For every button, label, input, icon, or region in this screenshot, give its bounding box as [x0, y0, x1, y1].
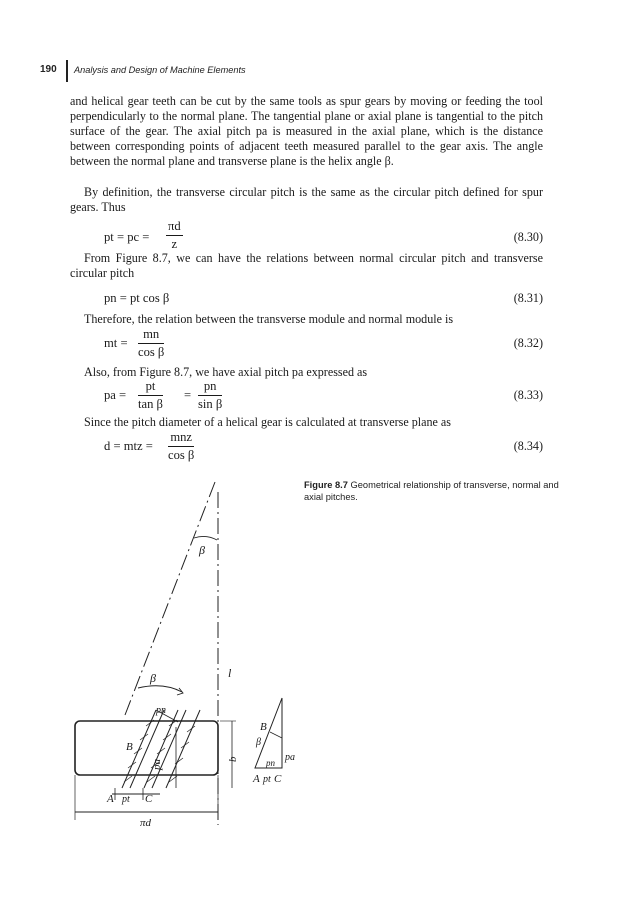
l-label: l [228, 666, 232, 680]
figure-caption [304, 479, 564, 503]
b-label: b [227, 756, 239, 762]
eq-8-34-fraction [168, 430, 194, 463]
eq-8-31-number: (8.31) [513, 291, 543, 305]
hatch-line [128, 762, 136, 768]
pa-label-triangle: pa [285, 752, 295, 763]
tooth-hatching [124, 720, 195, 782]
B-label-triangle: B [260, 721, 267, 733]
eq-8-33-numerator-1: pt [138, 379, 163, 396]
paragraph-relations: From Figure 8.7, we can have the relations between normal circular pitch and transverse circular pitch [70, 251, 543, 280]
eq-8-34-lhs: d = mtz = [104, 439, 153, 453]
equation-8-33 [70, 379, 543, 409]
hatch-line [134, 748, 142, 754]
head-divider [66, 60, 68, 82]
paragraph-pitch-diameter: Since the pitch diameter of a helical gear is calculated at transverse plane as [84, 415, 452, 429]
eq-8-30-numerator: πd [166, 219, 183, 236]
pn-label-triangle: pn [266, 758, 275, 768]
eq-8-33-fraction-1 [138, 379, 163, 412]
helix-line [125, 482, 215, 715]
pn-label: pn [156, 705, 166, 716]
paragraph-definition: By definition, the transverse circular pitch is the same as the circular pitch defined for spur gears. Thus [70, 185, 543, 214]
beta-arc-top [194, 536, 217, 540]
equation-8-30 [70, 221, 543, 251]
eq-8-32-numerator: mn [138, 327, 164, 344]
eq-8-33-fraction-2 [198, 379, 222, 412]
eq-8-30-lhs: pt = pc = [104, 230, 150, 244]
triangle-normal-line [270, 732, 282, 738]
paragraph-axial-pitch: Also, from Figure 8.7, we have axial pitch pa expressed as [84, 365, 368, 379]
hatch-line [124, 776, 132, 782]
beta-label-lower: β [150, 671, 156, 685]
eq-8-32-number: (8.32) [513, 336, 543, 350]
eq-8-34-denominator: cos β [168, 448, 195, 462]
eq-8-33-denominator-2: sin β [198, 397, 223, 411]
eq-8-30-fraction [166, 219, 183, 252]
gear-blank-outline [75, 721, 218, 775]
C-label-triangle: C [274, 773, 282, 785]
eq-8-33-denominator-1: tan β [138, 397, 163, 411]
beta-label-triangle: β [256, 737, 261, 748]
pa-label: pa [151, 759, 163, 770]
A-label-bottom: A [107, 793, 114, 805]
figure-caption-label: Figure 8.7 [304, 480, 348, 490]
pt-label-bottom: pt [122, 794, 130, 805]
pt-label-triangle: pt [263, 774, 271, 785]
equation-8-32 [70, 327, 543, 357]
eq-8-33-numerator-2: pn [198, 379, 222, 396]
A-label-triangle: A [253, 773, 260, 785]
C-label-bottom: C [145, 793, 153, 805]
eq-8-32-fraction [138, 327, 164, 360]
hatch-line [181, 742, 189, 748]
equation-8-34 [70, 430, 543, 460]
eq-8-32-lhs: mt = [104, 336, 128, 350]
beta-arc-arrow [177, 688, 183, 695]
eq-8-32-denominator: cos β [138, 345, 165, 359]
figure-8-7-diagram [60, 470, 320, 830]
figure-caption-text: Geometrical relationship of transverse, normal and axial pitches. [304, 480, 559, 502]
beta-arc-lower [138, 686, 182, 692]
eq-8-34-numerator: mnz [168, 430, 194, 447]
B-label-blank: B [126, 741, 133, 753]
paragraph-module: Therefore, the relation between the transverse module and normal module is [84, 312, 454, 326]
eq-8-33-lhs: pa = [104, 388, 127, 402]
eq-8-34-number: (8.34) [513, 439, 543, 453]
hatch-line [140, 734, 148, 740]
book-title: Analysis and Design of Machine Elements [74, 65, 246, 75]
paragraph-intro: and helical gear teeth can be cut by the same tools as spur gears by moving or feeding the tool perpendicularly to the normal plane. The tangential plane or axial plane is tangential to the pitch surface of the gear. The axial pitch pa is measured in the axial plane, which is the distance between corresponding points of adjacent teeth measured parallel to the gear axis. The angle between the normal plane and transverse plane is the helix angle β. [70, 94, 543, 168]
page-number: 190 [40, 64, 57, 75]
eq-8-30-number: (8.30) [513, 230, 543, 244]
eq-8-33-equals: = [184, 388, 192, 402]
eq-8-31-body: pn = pt cos β [104, 291, 170, 305]
eq-8-30-denominator: z [171, 237, 178, 251]
pi-d-label: πd [140, 817, 152, 829]
eq-8-33-number: (8.33) [513, 388, 543, 402]
beta-label-top: β [199, 543, 205, 557]
